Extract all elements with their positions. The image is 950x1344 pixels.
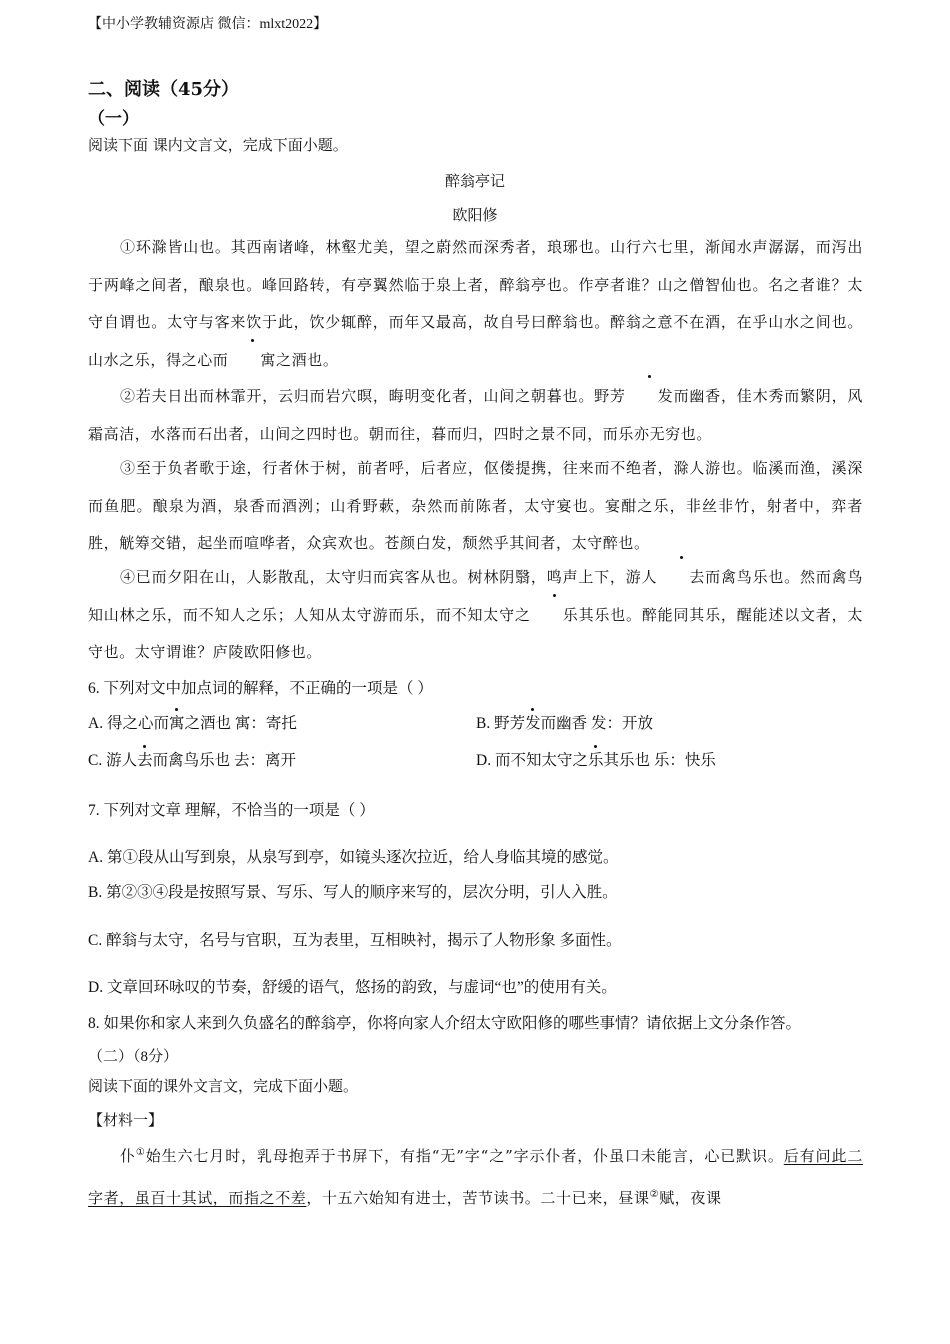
dotted-word: 去	[137, 748, 153, 770]
text-author: 欧阳修	[452, 206, 498, 224]
section-title: 二、阅读（45分）	[88, 79, 240, 100]
dotted-word: 寓	[228, 342, 276, 380]
p4-text-mid: 而禽鸟乐也。然而禽鸟知山林之乐，而不知人之乐；人知从太守游而乐，而不知太守之	[88, 568, 863, 624]
dotted-word: 乐	[588, 748, 604, 770]
question-6-option-a	[88, 711, 297, 733]
passage-paragraph-2	[88, 378, 863, 453]
footnote-marker: ②	[649, 1188, 660, 1200]
p2-text-end: 而幽香，佳木秀而繁阴，风霜高洁，水落而石出者，山间之四时也。朝而往，暮而归，四时之景不同，而乐亦无穷也。	[88, 387, 864, 443]
dotted-word: 乐	[531, 597, 579, 635]
p4-text: ④已而夕阳在山，人影散乱，太守归而宾客从也。树林阴翳，鸣声上下，游人	[120, 568, 658, 586]
option-text: A. 得之心而	[88, 715, 169, 732]
p1-text-end: 之酒也。	[276, 350, 339, 369]
passage-paragraph-1	[88, 229, 863, 379]
question-6-option-b	[476, 711, 653, 733]
p4-text-end: 其乐也。醉能同其乐，醒能述以文者，太守也。太守谓谁？庐陵欧阳修也。	[88, 605, 863, 661]
question-7-stem: 7. 下列对文章 理解，不恰当的一项是（ ）	[88, 802, 375, 819]
p2-text: ②若夫日出而林霏开，云归而岩穴暝，晦明变化者，山间之朝暮也。野芳	[120, 387, 626, 405]
part2-instruction: 阅读下面的课外文言文，完成下面小题。	[88, 1079, 359, 1095]
question-7-option-c: C. 醉翁与太守，名号与官职，互为表里，互相映衬，揭示了人物形象 多面性。	[88, 932, 622, 949]
question-6-stem: 6. 下列对文中加点词的解释，不正确的一项是（ ）	[88, 680, 433, 697]
dotted-word: 去	[657, 559, 705, 597]
option-text: 而禽鸟乐也 去：离开	[152, 752, 296, 769]
text-title: 醉翁亭记	[444, 172, 505, 190]
part2-label: （二）（8分）	[88, 1049, 179, 1065]
option-text: 之酒也 寓：寄托	[184, 715, 297, 732]
p1-text: ①环滁皆山也。其西南诸峰，林壑尤美，望之蔚然而深秀者，琅琊也。山行六七里，渐闻水声潺潺，而泻出于两峰之间者，酿泉也。峰回路转，有亭翼然临于泉上者，醉翁亭也。作亭者谁？山之僧智仙也。名之者谁？太守自谓也。太守与客来饮于此，饮少辄醉，而年又最高，故自号曰醉翁也。醉翁之意不在酒，在乎山水之间也。山水之乐，得之心而	[88, 238, 863, 369]
option-text: C. 游人	[88, 752, 138, 769]
dotted-word: 发	[626, 378, 674, 416]
question-7-option-d: D. 文章回环咏叹的节奏，舒缓的语气，悠扬的韵致，与虚词“也”的使用有关。	[88, 979, 617, 996]
question-6-option-d	[476, 748, 716, 770]
question-7-option-b: B. 第②③④段是按照写景、写乐、写人的顺序来写的，层次分明，引人入胜。	[88, 884, 618, 901]
option-text: B. 野芳	[476, 715, 526, 732]
option-text: 而幽香 发：开放	[540, 715, 653, 732]
m1-text: 仆	[120, 1147, 136, 1165]
m1-text-end: 赋，夜课	[659, 1188, 722, 1207]
m1-text: ，十五六始知有进士，苦节读书。二十已来，昼课	[306, 1188, 650, 1207]
dotted-word: 发	[525, 711, 541, 733]
question-6-option-c	[88, 748, 296, 770]
part1-instruction: 阅读下面 课内文言文，完成下面小题。	[88, 136, 348, 154]
option-text: 其乐也 乐：快乐	[603, 752, 716, 769]
question-8: 8. 如果你和家人来到久负盛名的醉翁亭，你将向家人介绍太守欧阳修的哪些事情？请依据上文分条作答。	[88, 1015, 802, 1032]
footnote-marker: ①	[135, 1147, 146, 1158]
passage-paragraph-3: ③至于负者歌于途，行者休于树，前者呼，后者应，伛偻提携，往来而不绝者，滁人游也。临溪而渔，溪深而鱼肥。酿泉为酒，泉香而酒洌；山肴野蔌，杂然而前陈者，太守宴也。宴酣之乐，非丝非竹，射者中，弈者胜，觥筹交错，起坐而喧哗者，众宾欢也。苍颜白发，颓然乎其间者，太守醉也。	[88, 459, 863, 552]
part1-label: （一）	[88, 109, 139, 129]
option-text: D. 而不知太守之	[476, 752, 588, 769]
material-1-text	[88, 1134, 863, 1217]
m1-text: 始生六七月时，乳母抱弄于书屏下，有指“无”字“之”字示仆者，仆虽口未能言，心已默识。	[145, 1147, 784, 1165]
underlined-sentence: 后有问此二字者，虽百十其试，而指之不差	[88, 1147, 863, 1207]
question-7-option-a: A. 第①段从山写到泉，从泉写到亭，如镜头逐次拉近，给人身临其境的感觉。	[88, 849, 619, 866]
material-1-label: 【材料一】	[88, 1113, 164, 1129]
dotted-word: 寓	[169, 711, 185, 733]
passage-paragraph-4	[88, 559, 863, 672]
header-note: 【中小学教辅资源店 微信：mlxt2022】	[88, 17, 328, 32]
